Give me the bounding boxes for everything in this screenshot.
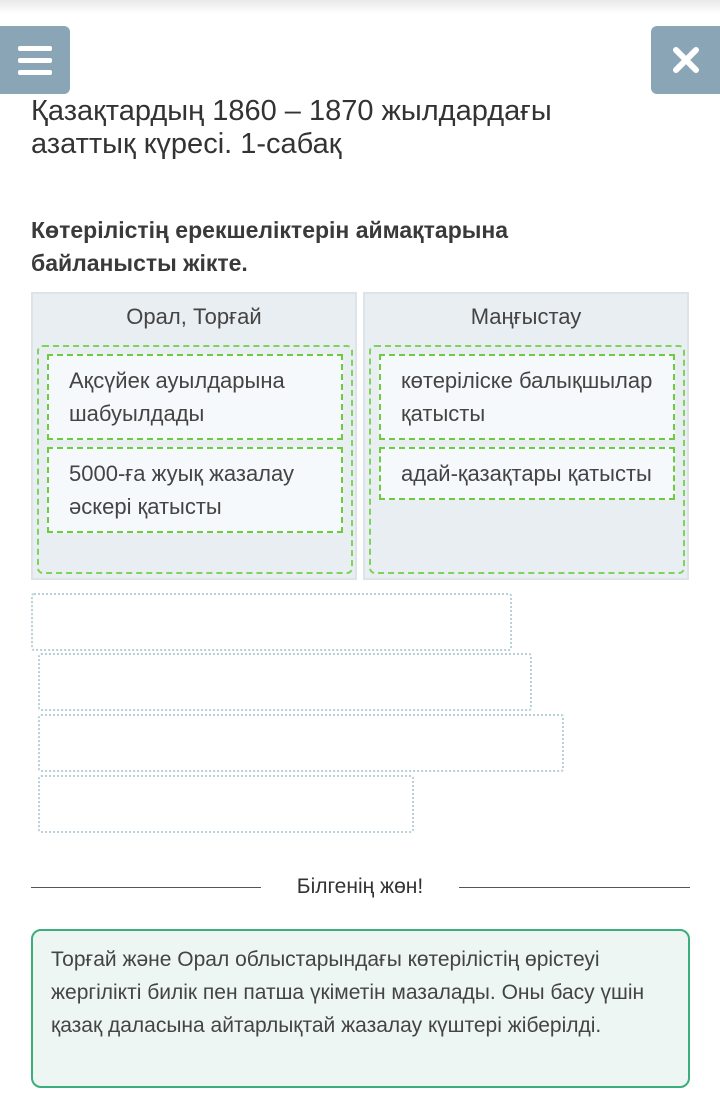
category-column-mangystau xyxy=(363,292,689,580)
category-heading: Орал, Торғай xyxy=(126,304,262,329)
drop-zone[interactable] xyxy=(37,345,353,574)
empty-card-slot xyxy=(38,714,564,772)
question-line2: байланысты жікте. xyxy=(31,250,248,276)
answer-card[interactable]: көтеріліске балықшылар қатысты xyxy=(379,354,675,440)
page-title-line2: азаттық күресі. 1-сабақ xyxy=(31,128,342,160)
category-heading: Маңғыстау xyxy=(470,304,582,329)
page-title-line1: Қазақтардың 1860 – 1870 жылдардағы xyxy=(31,95,552,127)
feedback-box xyxy=(31,929,690,1088)
feedback-text: Торғай және Орал облыстарындағы көтерілістің өрістеуі жергілікті билік пен патша үкіметін мазалады. Оны басу үшін қазақ даласына айтарлықтай жазалау күштері жіберілді. xyxy=(51,948,645,1037)
answer-card[interactable]: 5000-ға жуық жазалау әскері қатысты xyxy=(47,447,343,533)
category-column-oral-torgai xyxy=(31,292,357,580)
empty-card-slot xyxy=(38,653,532,711)
top-shadow xyxy=(0,0,720,14)
feedback-heading: Білгенің жөн! xyxy=(296,875,424,898)
question-text xyxy=(31,214,671,280)
divider-right xyxy=(459,887,690,888)
question-line1: Көтерілістің ерекшеліктерін аймақтарына xyxy=(31,217,509,243)
hamburger-line xyxy=(18,70,52,75)
drop-zone[interactable] xyxy=(369,345,685,574)
empty-card-slot xyxy=(38,775,414,833)
empty-card-slot xyxy=(31,593,512,651)
close-button[interactable] xyxy=(651,26,720,94)
menu-button[interactable] xyxy=(0,26,70,94)
answer-card[interactable]: Ақсүйек ауылдарына шабуылдады xyxy=(47,354,343,440)
hamburger-line xyxy=(18,58,52,63)
divider-left xyxy=(31,887,261,888)
close-x-icon xyxy=(671,45,701,75)
page-title xyxy=(31,95,671,161)
answer-card[interactable]: адай-қазақтары қатысты xyxy=(379,447,675,500)
hamburger-menu-icon xyxy=(18,46,52,51)
